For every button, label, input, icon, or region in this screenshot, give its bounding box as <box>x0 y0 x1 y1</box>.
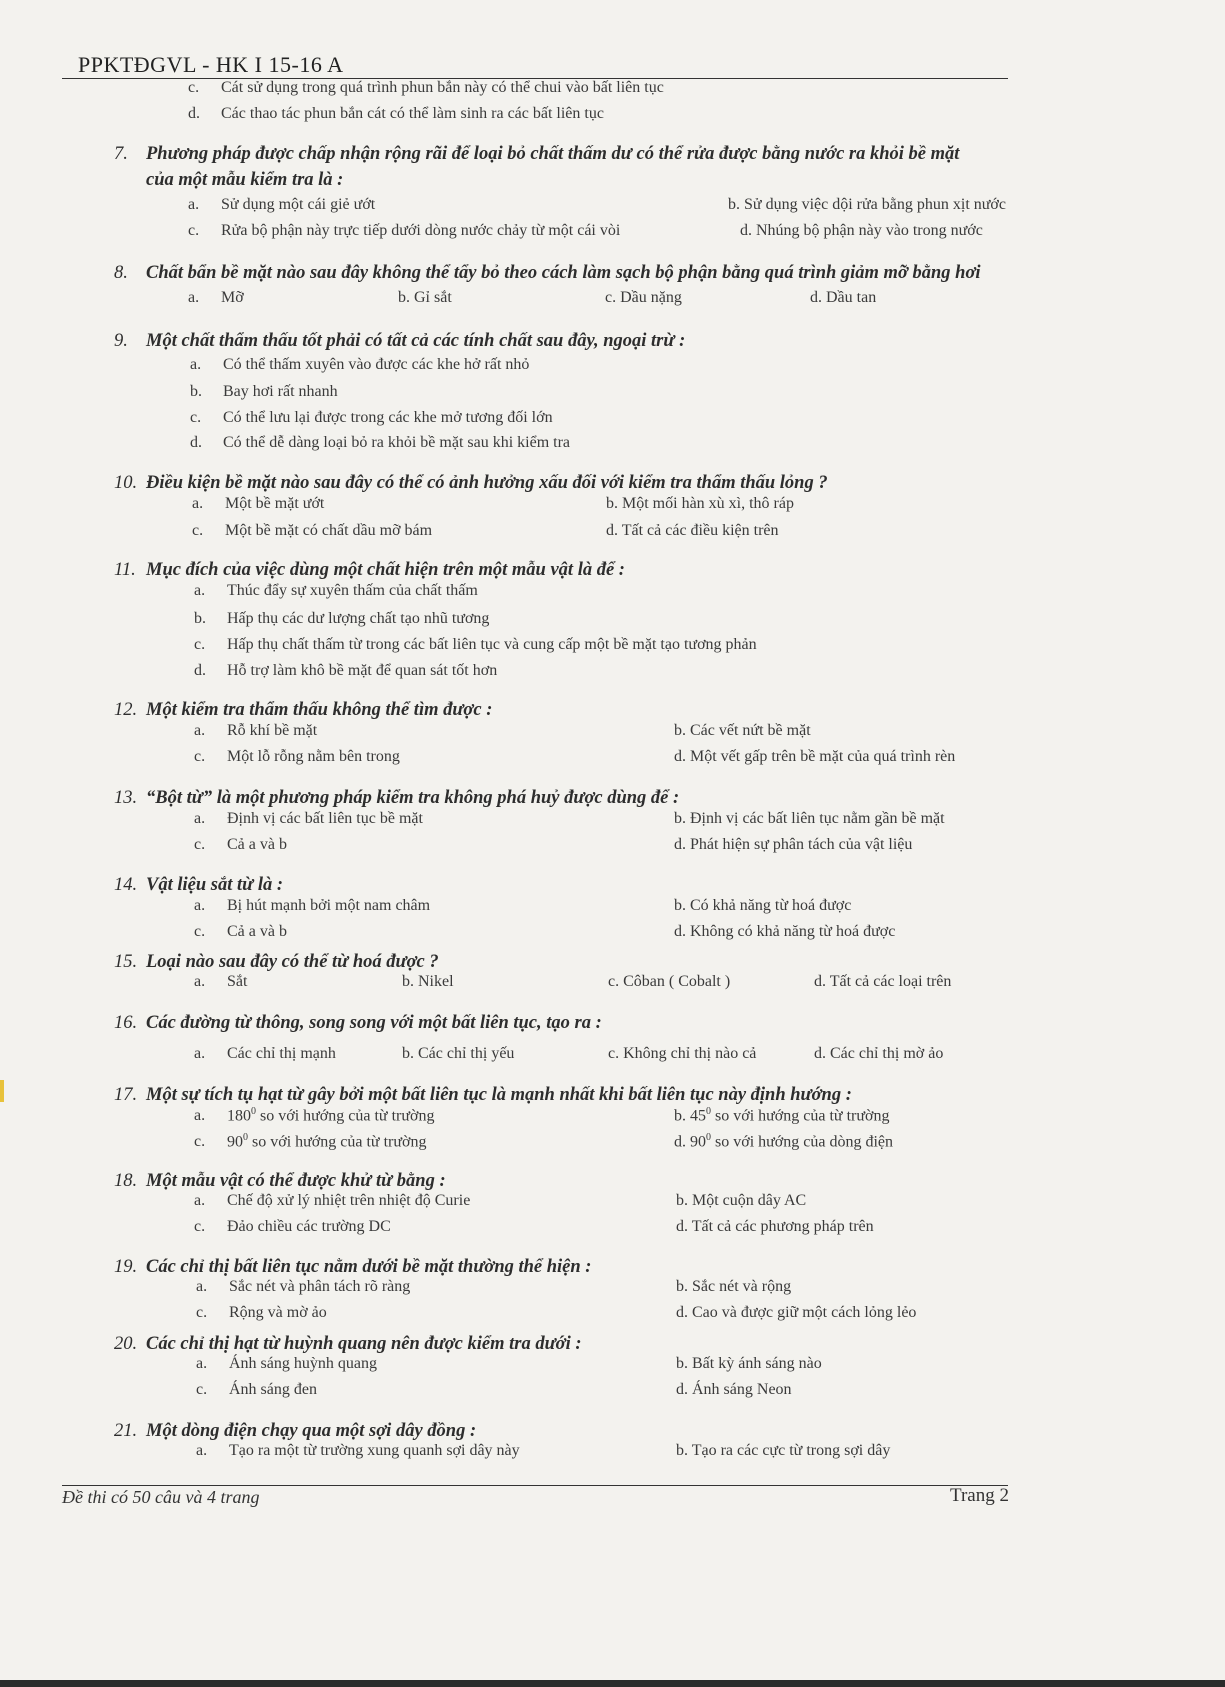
q15-option-b: b. Nikel <box>402 973 454 990</box>
q9-option-b: b. Bay hơi rất nhanh <box>190 383 338 400</box>
q16-option-d: d. Các chỉ thị mờ ảo <box>814 1045 944 1062</box>
q10-option-a: a. Một bề mặt ướt <box>192 495 325 512</box>
footer-divider <box>62 1485 1008 1486</box>
q9-option-d: d. Có thể dễ dàng loại bỏ ra khỏi bề mặt sau khi kiểm tra <box>190 434 571 451</box>
question-18: 18. Một mẫu vật có thể được khử từ bằng : <box>114 1171 446 1191</box>
q21-option-b: b. Tạo ra các cực từ trong sợi dây <box>676 1442 891 1459</box>
q11-option-b: b. Hấp thụ các dư lượng chất tạo nhũ tương <box>194 610 490 627</box>
question-11: 11. Mục đích của việc dùng một chất hiện trên một mẫu vật là để : <box>114 560 625 580</box>
q16-option-b: b. Các chỉ thị yếu <box>402 1045 515 1062</box>
q17-option-d: d. $90^0$ so với hướng của dòng điện <box>674 1132 894 1151</box>
question-19: 19. Các chỉ thị bất liên tục nằm dưới bề mặt thường thể hiện : <box>114 1257 592 1277</box>
q12-option-b: b. Các vết nứt bề mặt <box>674 722 811 739</box>
question-10: 10. Điều kiện bề mặt nào sau đây có thể có ảnh hưởng xấu đối với kiểm tra thẩm thấu lỏng ? <box>114 473 828 493</box>
q8-option-a: a. Mỡ <box>188 289 244 306</box>
q16-option-c: c. Không chỉ thị nào cả <box>608 1045 757 1062</box>
question-7: 7. Phương pháp được chấp nhận rộng rãi để loại bỏ chất thấm dư có thể rửa được bằng nước ra khỏi bề mặt của một mẫu kiểm tra là : <box>114 144 960 190</box>
q18-option-d: d. Tất cả các phương pháp trên <box>676 1218 874 1235</box>
q12-option-d: d. Một vết gấp trên bề mặt của quá trình rèn <box>674 748 956 765</box>
question-16: 16. Các đường từ thông, song song với một bất liên tục, tạo ra : <box>114 1013 602 1033</box>
q10-option-c: c. Một bề mặt có chất dầu mỡ bám <box>192 522 433 539</box>
q13-option-a: a. Định vị các bất liên tục bề mặt <box>194 810 423 827</box>
q13-option-d: d. Phát hiện sự phân tách của vật liệu <box>674 836 913 853</box>
question-13: 13. “Bột từ” là một phương pháp kiểm tra không phá huỷ được dùng để : <box>114 788 680 808</box>
q17-option-c: c. $90^0$ so với hướng của từ trường <box>194 1132 427 1151</box>
q21-option-a: a. Tạo ra một từ trường xung quanh sợi dây này <box>196 1442 520 1459</box>
q20-option-d: d. Ánh sáng Neon <box>676 1381 792 1398</box>
q7-option-a: a. Sử dụng một cái giẻ ướt <box>188 196 376 213</box>
q12-option-c: c. Một lỗ rỗng nằm bên trong <box>194 748 400 765</box>
question-15: 15. Loại nào sau đây có thể từ hoá được ? <box>114 952 439 972</box>
page-number: Trang 2 <box>950 1485 1009 1506</box>
question-12: 12. Một kiểm tra thẩm thấu không thể tìm được : <box>114 700 493 720</box>
q10-option-b: b. Một mối hàn xù xì, thô ráp <box>606 495 794 512</box>
q17-option-a: a. $180^0$ so với hướng của từ trường <box>194 1106 435 1125</box>
q11-option-a: a. Thúc đẩy sự xuyên thấm của chất thấm <box>194 582 478 599</box>
q19-option-c: c. Rộng và mờ ảo <box>196 1304 327 1321</box>
page-header: PPKTĐGVL - HK I 15-16 A <box>78 52 344 77</box>
q7-option-d: d. Nhúng bộ phận này vào trong nước <box>740 222 983 239</box>
q11-option-c: c. Hấp thụ chất thấm từ trong các bất liên tục và cung cấp một bề mặt tạo tương phản <box>194 636 757 653</box>
q10-option-d: d. Tất cả các điều kiện trên <box>606 522 779 539</box>
q16-option-a: a. Các chỉ thị mạnh <box>194 1045 336 1062</box>
q15-option-a: a. Sắt <box>194 973 248 990</box>
q20-option-b: b. Bất kỳ ánh sáng nào <box>676 1355 822 1372</box>
question-14: 14. Vật liệu sắt từ là : <box>114 875 283 895</box>
question-21: 21. Một dòng điện chạy qua một sợi dây đồng : <box>114 1421 477 1441</box>
scan-edge-mark <box>0 1080 4 1102</box>
carryover-option-d: d. Các thao tác phun bắn cát có thể làm sinh ra các bất liên tục <box>188 105 604 122</box>
scan-bottom-edge <box>0 1680 1225 1687</box>
q14-option-c: c. Cả a và b <box>194 923 287 940</box>
q14-option-a: a. Bị hút mạnh bởi một nam châm <box>194 897 431 914</box>
q15-option-d: d. Tất cả các loại trên <box>814 973 952 990</box>
q12-option-a: a. Rỗ khí bề mặt <box>194 722 318 739</box>
q8-option-c: c. Dầu nặng <box>605 289 682 306</box>
question-20: 20. Các chỉ thị hạt từ huỳnh quang nên được kiểm tra dưới : <box>114 1334 582 1354</box>
q13-option-c: c. Cả a và b <box>194 836 287 853</box>
q18-option-c: c. Đảo chiều các trường DC <box>194 1218 391 1235</box>
q7-option-c: c. Rửa bộ phận này trực tiếp dưới dòng nước chảy từ một cái vòi <box>188 222 621 239</box>
question-17: 17. Một sự tích tụ hạt từ gây bởi một bất liên tục là mạnh nhất khi bất liên tục này định hướng : <box>114 1085 852 1105</box>
q20-option-a: a. Ánh sáng huỳnh quang <box>196 1355 377 1372</box>
question-8: 8. Chất bẩn bề mặt nào sau đây không thể tẩy bỏ theo cách làm sạch bộ phận bằng quá trình giảm mỡ bằng hơi <box>114 263 981 283</box>
q19-option-b: b. Sắc nét và rộng <box>676 1278 792 1295</box>
q18-option-b: b. Một cuộn dây AC <box>676 1192 807 1209</box>
q14-option-d: d. Không có khả năng từ hoá được <box>674 923 896 940</box>
q18-option-a: a. Chế độ xử lý nhiệt trên nhiệt độ Curie <box>194 1192 471 1209</box>
q11-option-d: d. Hỗ trợ làm khô bề mặt để quan sát tốt hơn <box>194 662 498 679</box>
q15-option-c: c. Côban ( Cobalt ) <box>608 973 731 990</box>
q20-option-c: c. Ánh sáng đen <box>196 1381 317 1398</box>
q7-option-b: b. Sử dụng việc dội rửa bằng phun xịt nước <box>728 196 1006 213</box>
q17-option-b: b. $45^0$ so với hướng của từ trường <box>674 1106 890 1125</box>
carryover-option-c: c. Cát sử dụng trong quá trình phun bắn này có thể chui vào bất liên tục <box>188 79 664 96</box>
q13-option-b: b. Định vị các bất liên tục nằm gần bề mặt <box>674 810 945 827</box>
q8-option-b: b. Gỉ sắt <box>398 289 452 306</box>
footer-note: Đề thi có 50 câu và 4 trang <box>62 1487 260 1507</box>
q19-option-d: d. Cao và được giữ một cách lỏng lẻo <box>676 1304 917 1321</box>
question-9: 9. Một chất thẩm thấu tốt phải có tất cả các tính chất sau đây, ngoại trừ : <box>114 331 686 351</box>
q8-option-d: d. Dầu tan <box>810 289 877 306</box>
q9-option-a: a. Có thể thấm xuyên vào được các khe hở rất nhỏ <box>190 356 530 373</box>
q9-option-c: c. Có thể lưu lại được trong các khe mở tương đối lớn <box>190 409 553 426</box>
q19-option-a: a. Sắc nét và phân tách rõ ràng <box>196 1278 411 1295</box>
q14-option-b: b. Có khả năng từ hoá được <box>674 897 852 914</box>
